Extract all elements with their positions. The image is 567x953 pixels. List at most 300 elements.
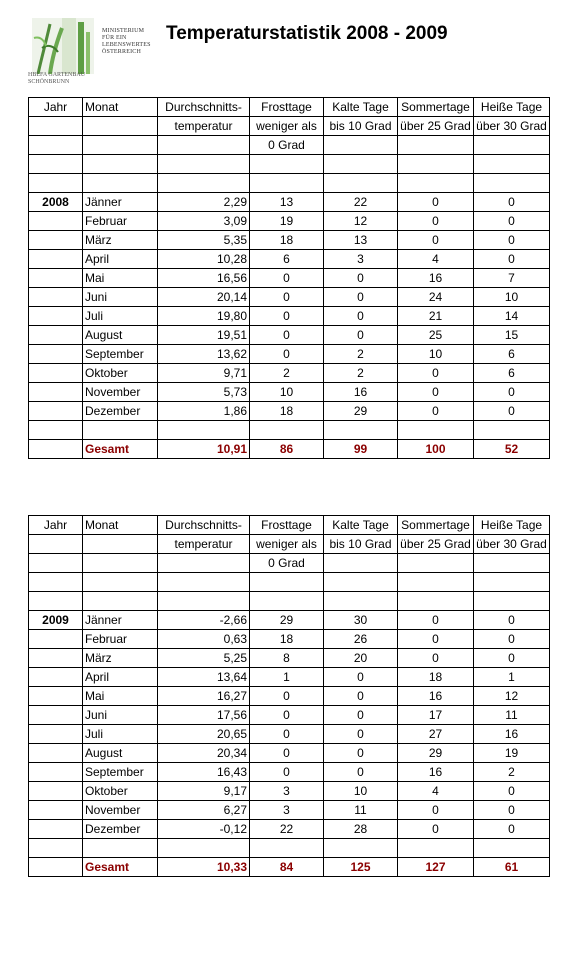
- empty-cell: [29, 307, 83, 326]
- empty-cell: [398, 573, 474, 592]
- empty-cell: [158, 839, 250, 858]
- empty-cell: [29, 421, 83, 440]
- column-header: weniger als: [250, 535, 324, 554]
- spacer-row: [29, 839, 550, 858]
- day-count-cell: 25: [398, 326, 474, 345]
- empty-cell: [158, 174, 250, 193]
- day-count-cell: 0: [474, 383, 550, 402]
- avg-temperature-cell: 0,63: [158, 630, 250, 649]
- day-count-cell: 18: [250, 630, 324, 649]
- day-count-cell: 0: [324, 326, 398, 345]
- column-header: über 30 Grad: [474, 535, 550, 554]
- day-count-cell: 0: [474, 250, 550, 269]
- day-count-cell: 21: [398, 307, 474, 326]
- day-count-cell: 0: [250, 307, 324, 326]
- avg-temperature-cell: 16,56: [158, 269, 250, 288]
- empty-cell: [398, 839, 474, 858]
- table-row: [29, 725, 550, 744]
- day-count-cell: 29: [250, 611, 324, 630]
- total-day-count: 125: [324, 858, 398, 877]
- table-row: [29, 402, 550, 421]
- day-count-cell: 7: [474, 269, 550, 288]
- day-count-cell: 10: [324, 782, 398, 801]
- table-row: [29, 611, 550, 630]
- table-row: [29, 782, 550, 801]
- column-header: 0 Grad: [250, 136, 324, 155]
- avg-temperature-cell: 16,43: [158, 763, 250, 782]
- ministry-line: ÖSTERREICH: [102, 49, 142, 55]
- day-count-cell: 0: [324, 288, 398, 307]
- empty-cell: [83, 573, 158, 592]
- empty-cell: [29, 706, 83, 725]
- column-header: Kalte Tage: [324, 98, 398, 117]
- empty-cell: [474, 573, 550, 592]
- day-count-cell: 12: [324, 212, 398, 231]
- day-count-cell: 4: [398, 782, 474, 801]
- empty-cell: [29, 820, 83, 839]
- day-count-cell: 2: [474, 763, 550, 782]
- day-count-cell: 0: [398, 820, 474, 839]
- column-header: [83, 136, 158, 155]
- day-count-cell: 28: [324, 820, 398, 839]
- spacer-row: [29, 573, 550, 592]
- day-count-cell: 16: [474, 725, 550, 744]
- ministry-line: LEBENSWERTES: [102, 42, 151, 48]
- column-header: Frosttage: [250, 516, 324, 535]
- day-count-cell: 0: [250, 326, 324, 345]
- column-header: Jahr: [29, 98, 83, 117]
- empty-cell: [250, 839, 324, 858]
- empty-cell: [29, 155, 83, 174]
- empty-cell: [250, 573, 324, 592]
- plant-logo-icon: [32, 18, 94, 74]
- column-header: [474, 136, 550, 155]
- day-count-cell: 30: [324, 611, 398, 630]
- header-row: [29, 535, 550, 554]
- table-row: [29, 801, 550, 820]
- day-count-cell: 6: [250, 250, 324, 269]
- school-line: HBLFA GARTENBAU: [28, 72, 86, 78]
- month-cell: September: [83, 345, 158, 364]
- day-count-cell: 26: [324, 630, 398, 649]
- column-header: Kalte Tage: [324, 516, 398, 535]
- empty-cell: [83, 839, 158, 858]
- day-count-cell: 0: [324, 307, 398, 326]
- temperature-table-2008: [28, 97, 550, 459]
- day-count-cell: 16: [324, 383, 398, 402]
- total-label: Gesamt: [83, 440, 158, 459]
- empty-cell: [83, 592, 158, 611]
- month-cell: Jänner: [83, 611, 158, 630]
- page-header: [28, 14, 558, 94]
- total-day-count: 52: [474, 440, 550, 459]
- column-header: [158, 136, 250, 155]
- column-header: Monat: [83, 98, 158, 117]
- day-count-cell: 0: [324, 706, 398, 725]
- empty-cell: [324, 174, 398, 193]
- empty-cell: [29, 573, 83, 592]
- header-row: [29, 136, 550, 155]
- empty-cell: [29, 858, 83, 877]
- avg-temperature-cell: 9,17: [158, 782, 250, 801]
- empty-cell: [29, 649, 83, 668]
- month-cell: Oktober: [83, 364, 158, 383]
- column-header: [29, 554, 83, 573]
- day-count-cell: 1: [474, 668, 550, 687]
- table-row: [29, 649, 550, 668]
- avg-temperature-cell: 9,71: [158, 364, 250, 383]
- day-count-cell: 0: [398, 402, 474, 421]
- column-header: weniger als: [250, 117, 324, 136]
- empty-cell: [474, 592, 550, 611]
- month-cell: Jänner: [83, 193, 158, 212]
- day-count-cell: 0: [398, 611, 474, 630]
- total-day-count: 99: [324, 440, 398, 459]
- empty-cell: [158, 155, 250, 174]
- table-row: [29, 364, 550, 383]
- avg-temperature-cell: -2,66: [158, 611, 250, 630]
- table-row: [29, 288, 550, 307]
- table-row: [29, 744, 550, 763]
- column-header: Frosttage: [250, 98, 324, 117]
- month-cell: Dezember: [83, 820, 158, 839]
- empty-cell: [29, 326, 83, 345]
- empty-cell: [474, 174, 550, 193]
- day-count-cell: 1: [250, 668, 324, 687]
- empty-cell: [29, 402, 83, 421]
- month-cell: März: [83, 231, 158, 250]
- day-count-cell: 24: [398, 288, 474, 307]
- empty-cell: [324, 839, 398, 858]
- column-header: Jahr: [29, 516, 83, 535]
- month-cell: August: [83, 326, 158, 345]
- avg-temperature-cell: 19,80: [158, 307, 250, 326]
- avg-temperature-cell: 19,51: [158, 326, 250, 345]
- table-row: [29, 231, 550, 250]
- avg-temperature-cell: 5,35: [158, 231, 250, 250]
- column-header: 0 Grad: [250, 554, 324, 573]
- day-count-cell: 16: [398, 763, 474, 782]
- day-count-cell: 0: [474, 801, 550, 820]
- day-count-cell: 6: [474, 345, 550, 364]
- day-count-cell: 13: [250, 193, 324, 212]
- avg-temperature-cell: 1,86: [158, 402, 250, 421]
- month-cell: November: [83, 383, 158, 402]
- empty-cell: [250, 592, 324, 611]
- day-count-cell: 19: [250, 212, 324, 231]
- day-count-cell: 10: [474, 288, 550, 307]
- day-count-cell: 0: [474, 193, 550, 212]
- day-count-cell: 0: [250, 345, 324, 364]
- table-row: [29, 193, 550, 212]
- total-row: [29, 440, 550, 459]
- column-header: [398, 554, 474, 573]
- table-row: [29, 383, 550, 402]
- avg-temperature-cell: 16,27: [158, 687, 250, 706]
- empty-cell: [158, 573, 250, 592]
- header-row: [29, 98, 550, 117]
- day-count-cell: 0: [398, 193, 474, 212]
- day-count-cell: 0: [250, 288, 324, 307]
- day-count-cell: 0: [324, 763, 398, 782]
- empty-cell: [250, 155, 324, 174]
- day-count-cell: 27: [398, 725, 474, 744]
- empty-cell: [324, 155, 398, 174]
- empty-cell: [29, 668, 83, 687]
- day-count-cell: 17: [398, 706, 474, 725]
- day-count-cell: 0: [250, 725, 324, 744]
- total-day-count: 100: [398, 440, 474, 459]
- day-count-cell: 14: [474, 307, 550, 326]
- empty-cell: [83, 174, 158, 193]
- month-cell: April: [83, 250, 158, 269]
- day-count-cell: 0: [398, 212, 474, 231]
- empty-cell: [29, 592, 83, 611]
- avg-temperature-cell: 13,64: [158, 668, 250, 687]
- day-count-cell: 8: [250, 649, 324, 668]
- empty-cell: [29, 269, 83, 288]
- day-count-cell: 16: [398, 269, 474, 288]
- month-cell: August: [83, 744, 158, 763]
- column-header: bis 10 Grad: [324, 535, 398, 554]
- day-count-cell: 0: [324, 744, 398, 763]
- day-count-cell: 2: [324, 364, 398, 383]
- ministry-logo: [28, 14, 168, 94]
- day-count-cell: 0: [398, 383, 474, 402]
- table-row: [29, 687, 550, 706]
- month-cell: Februar: [83, 630, 158, 649]
- column-header: Durchschnitts-: [158, 98, 250, 117]
- day-count-cell: 0: [474, 611, 550, 630]
- day-count-cell: 18: [250, 402, 324, 421]
- table-row: [29, 668, 550, 687]
- empty-cell: [29, 687, 83, 706]
- empty-cell: [474, 155, 550, 174]
- column-header: [29, 117, 83, 136]
- day-count-cell: 0: [398, 231, 474, 250]
- empty-cell: [83, 421, 158, 440]
- day-count-cell: 16: [398, 687, 474, 706]
- month-cell: Juni: [83, 706, 158, 725]
- empty-cell: [29, 630, 83, 649]
- empty-cell: [29, 364, 83, 383]
- avg-temperature-cell: 20,65: [158, 725, 250, 744]
- empty-cell: [29, 744, 83, 763]
- day-count-cell: 0: [324, 668, 398, 687]
- day-count-cell: 0: [398, 364, 474, 383]
- table-row: [29, 212, 550, 231]
- empty-cell: [398, 421, 474, 440]
- avg-temperature-cell: -0,12: [158, 820, 250, 839]
- day-count-cell: 0: [474, 212, 550, 231]
- empty-cell: [398, 592, 474, 611]
- school-name: [28, 72, 148, 86]
- empty-cell: [29, 212, 83, 231]
- table-row: [29, 820, 550, 839]
- column-header: Sommertage: [398, 516, 474, 535]
- day-count-cell: 29: [398, 744, 474, 763]
- year-cell: 2009: [29, 611, 83, 630]
- spacer-row: [29, 155, 550, 174]
- column-header: Sommertage: [398, 98, 474, 117]
- month-cell: März: [83, 649, 158, 668]
- avg-temperature-cell: 13,62: [158, 345, 250, 364]
- column-header: bis 10 Grad: [324, 117, 398, 136]
- empty-cell: [474, 421, 550, 440]
- total-day-count: 127: [398, 858, 474, 877]
- day-count-cell: 22: [324, 193, 398, 212]
- column-header: Durchschnitts-: [158, 516, 250, 535]
- empty-cell: [29, 383, 83, 402]
- month-cell: Februar: [83, 212, 158, 231]
- avg-temperature-cell: 20,14: [158, 288, 250, 307]
- column-header: [324, 554, 398, 573]
- ministry-name: [102, 28, 172, 56]
- table-row: [29, 706, 550, 725]
- header-row: [29, 554, 550, 573]
- empty-cell: [158, 592, 250, 611]
- empty-cell: [29, 839, 83, 858]
- table-row: [29, 345, 550, 364]
- table-row: [29, 326, 550, 345]
- temperature-table-2009: [28, 515, 550, 877]
- month-cell: Dezember: [83, 402, 158, 421]
- header-row: [29, 516, 550, 535]
- day-count-cell: 3: [250, 801, 324, 820]
- day-count-cell: 12: [474, 687, 550, 706]
- avg-temperature-cell: 5,25: [158, 649, 250, 668]
- column-header: [29, 535, 83, 554]
- day-count-cell: 0: [398, 630, 474, 649]
- empty-cell: [29, 174, 83, 193]
- empty-cell: [250, 421, 324, 440]
- column-header: [398, 136, 474, 155]
- empty-cell: [29, 801, 83, 820]
- day-count-cell: 2: [250, 364, 324, 383]
- total-avg-temperature: 10,91: [158, 440, 250, 459]
- day-count-cell: 0: [474, 782, 550, 801]
- empty-cell: [158, 421, 250, 440]
- empty-cell: [474, 839, 550, 858]
- ministry-line: FÜR EIN: [102, 35, 127, 41]
- empty-cell: [398, 174, 474, 193]
- total-day-count: 61: [474, 858, 550, 877]
- day-count-cell: 11: [324, 801, 398, 820]
- column-header: über 25 Grad: [398, 117, 474, 136]
- day-count-cell: 0: [398, 801, 474, 820]
- total-row: [29, 858, 550, 877]
- ministry-line: MINISTERIUM: [102, 28, 145, 34]
- empty-cell: [29, 250, 83, 269]
- school-line: SCHÖNBRUNN: [28, 79, 70, 85]
- empty-cell: [324, 573, 398, 592]
- avg-temperature-cell: 5,73: [158, 383, 250, 402]
- column-header: Monat: [83, 516, 158, 535]
- day-count-cell: 0: [250, 744, 324, 763]
- month-cell: Juli: [83, 307, 158, 326]
- day-count-cell: 29: [324, 402, 398, 421]
- avg-temperature-cell: 6,27: [158, 801, 250, 820]
- empty-cell: [29, 231, 83, 250]
- month-cell: September: [83, 763, 158, 782]
- empty-cell: [324, 421, 398, 440]
- spacer-row: [29, 421, 550, 440]
- day-count-cell: 4: [398, 250, 474, 269]
- column-header: [83, 554, 158, 573]
- table-row: [29, 250, 550, 269]
- table-row: [29, 269, 550, 288]
- total-day-count: 86: [250, 440, 324, 459]
- empty-cell: [324, 592, 398, 611]
- column-header: über 30 Grad: [474, 117, 550, 136]
- empty-cell: [250, 174, 324, 193]
- empty-cell: [29, 288, 83, 307]
- day-count-cell: 0: [324, 269, 398, 288]
- total-avg-temperature: 10,33: [158, 858, 250, 877]
- empty-cell: [29, 345, 83, 364]
- empty-cell: [29, 763, 83, 782]
- month-cell: Juli: [83, 725, 158, 744]
- column-header: über 25 Grad: [398, 535, 474, 554]
- day-count-cell: 11: [474, 706, 550, 725]
- total-day-count: 84: [250, 858, 324, 877]
- day-count-cell: 0: [250, 763, 324, 782]
- column-header: [324, 136, 398, 155]
- day-count-cell: 0: [324, 687, 398, 706]
- month-cell: Mai: [83, 687, 158, 706]
- empty-cell: [29, 782, 83, 801]
- column-header: [474, 554, 550, 573]
- day-count-cell: 0: [398, 649, 474, 668]
- empty-cell: [29, 725, 83, 744]
- column-header: [83, 117, 158, 136]
- day-count-cell: 15: [474, 326, 550, 345]
- day-count-cell: 2: [324, 345, 398, 364]
- avg-temperature-cell: 10,28: [158, 250, 250, 269]
- day-count-cell: 22: [250, 820, 324, 839]
- spacer-row: [29, 174, 550, 193]
- day-count-cell: 10: [250, 383, 324, 402]
- month-cell: November: [83, 801, 158, 820]
- total-label: Gesamt: [83, 858, 158, 877]
- day-count-cell: 0: [324, 725, 398, 744]
- avg-temperature-cell: 20,34: [158, 744, 250, 763]
- avg-temperature-cell: 17,56: [158, 706, 250, 725]
- empty-cell: [83, 155, 158, 174]
- day-count-cell: 0: [474, 649, 550, 668]
- day-count-cell: 0: [250, 269, 324, 288]
- spacer-row: [29, 592, 550, 611]
- table-row: [29, 630, 550, 649]
- day-count-cell: 10: [398, 345, 474, 364]
- day-count-cell: 20: [324, 649, 398, 668]
- day-count-cell: 0: [474, 402, 550, 421]
- empty-cell: [29, 440, 83, 459]
- table-row: [29, 763, 550, 782]
- day-count-cell: 0: [250, 687, 324, 706]
- month-cell: Oktober: [83, 782, 158, 801]
- avg-temperature-cell: 2,29: [158, 193, 250, 212]
- header-row: [29, 117, 550, 136]
- column-header: Heiße Tage: [474, 516, 550, 535]
- day-count-cell: 19: [474, 744, 550, 763]
- column-header: [158, 554, 250, 573]
- empty-cell: [398, 155, 474, 174]
- table-row: [29, 307, 550, 326]
- avg-temperature-cell: 3,09: [158, 212, 250, 231]
- day-count-cell: 0: [474, 820, 550, 839]
- day-count-cell: 18: [398, 668, 474, 687]
